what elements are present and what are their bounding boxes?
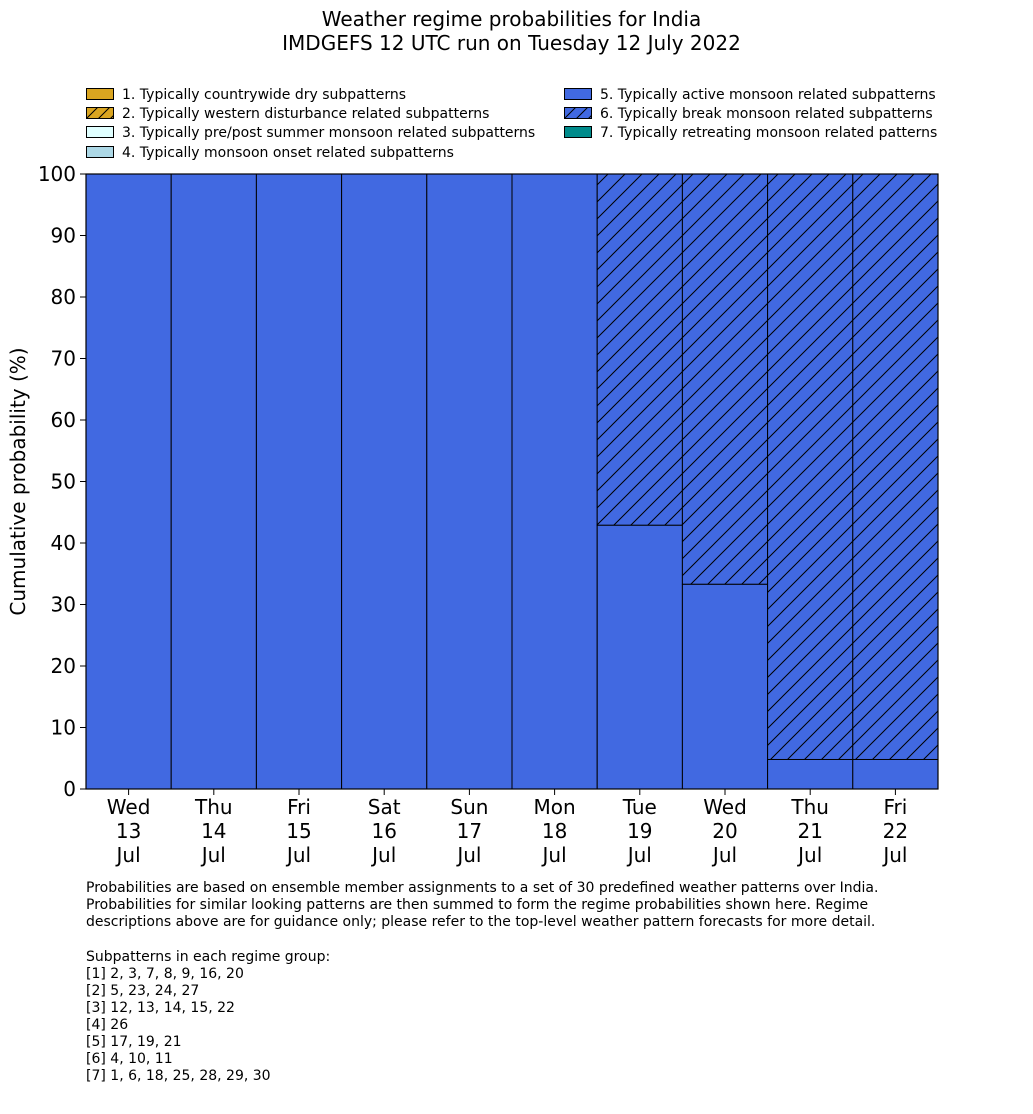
- y-tick-label-70: 70: [50, 346, 76, 371]
- legend-label-3: 3. Typically pre/post summer monsoon related subpatterns: [122, 125, 536, 141]
- x-tick-label-7-1: 20: [712, 819, 738, 843]
- bar-hatch-regime6-6: [597, 174, 682, 525]
- bar-hatch-regime6-7: [682, 174, 767, 584]
- y-tick-label-0: 0: [63, 777, 76, 801]
- x-tick-label-3-0: Sat: [367, 795, 401, 819]
- group-6: [6] 4, 10, 11: [86, 1051, 173, 1067]
- y-tick-label-30: 30: [50, 592, 76, 617]
- x-tick-label-4-0: Sun: [450, 795, 489, 819]
- x-tick-label-7-2: Jul: [712, 843, 738, 867]
- x-tick-label-9-2: Jul: [883, 843, 908, 867]
- group-4: [4] 26: [86, 1017, 129, 1033]
- x-tick-label-5-0: Mon: [533, 795, 576, 819]
- x-tick-label-5-2: Jul: [542, 843, 567, 867]
- footer-line-1: Probabilities are based on ensemble member assignments to a set of 30 predefined weather patterns over India.: [86, 880, 879, 896]
- x-tick-label-2-2: Jul: [286, 843, 312, 867]
- x-tick-label-4-1: 17: [456, 819, 483, 843]
- bar-regime5-5: [512, 174, 597, 789]
- bar-regime5-8: [768, 759, 853, 789]
- subpattern-groups: [86, 949, 330, 1085]
- chart-title: Weather regime probabilities for India: [321, 7, 702, 31]
- y-axis-label: Cumulative probability (%): [6, 347, 30, 616]
- footer-line-2: Probabilities for similar looking patterns are then summed to form the regime probabilities shown here. Regime: [86, 897, 869, 913]
- groups-title: Subpatterns in each regime group:: [86, 949, 331, 965]
- x-tick-label-0-1: 13: [115, 819, 142, 843]
- group-1: [1] 2, 3, 7, 8, 9, 16, 20: [86, 966, 244, 982]
- group-7: [7] 1, 6, 18, 25, 28, 29, 30: [86, 1068, 271, 1084]
- x-tick-label-8-2: Jul: [798, 843, 823, 867]
- bar-hatch-regime6-8: [768, 174, 853, 759]
- x-tick-label-3-1: 16: [371, 819, 397, 843]
- x-tick-label-6-0: Tue: [622, 795, 657, 819]
- bar-hatch-regime6-9: [853, 174, 938, 759]
- bar-regime5-4: [427, 174, 512, 789]
- x-tick-label-6-2: Jul: [627, 843, 652, 867]
- legend-label-1: 1. Typically countrywide dry subpatterns: [122, 87, 407, 103]
- x-tick-label-9-0: Fri: [883, 795, 908, 819]
- y-tick-label-40: 40: [50, 531, 76, 555]
- group-2: [2] 5, 23, 24, 27: [86, 983, 200, 999]
- footer-line-3: descriptions above are for guidance only; please refer to the top-level weather pattern forecasts for more detail.: [86, 914, 876, 930]
- x-tick-label-1-2: Jul: [201, 843, 226, 867]
- y-tick-label-50: 50: [50, 469, 76, 494]
- x-tick-label-0-2: Jul: [116, 843, 141, 867]
- x-tick-label-2-0: Fri: [287, 795, 311, 819]
- x-tick-label-8-1: 21: [797, 819, 823, 843]
- x-tick-label-3-2: Jul: [372, 843, 397, 867]
- bar-regime5-9: [853, 759, 938, 789]
- x-tick-label-5-1: 18: [541, 819, 568, 843]
- group-3: [3] 12, 13, 14, 15, 22: [86, 1000, 235, 1016]
- x-tick-label-2-1: 15: [286, 819, 312, 843]
- chart-subtitle: IMDGEFS 12 UTC run on Tuesday 12 July 2022: [282, 31, 741, 55]
- x-tick-label-0-0: Wed: [106, 795, 151, 819]
- bar-regime5-6: [597, 525, 682, 789]
- x-tick-label-1-0: Thu: [195, 795, 233, 819]
- bars-layer: [86, 174, 938, 789]
- x-tick-label-4-2: Jul: [457, 843, 482, 867]
- legend-label-7: 7. Typically retreating monsoon related patterns: [600, 125, 938, 141]
- bar-regime5-7: [682, 584, 767, 789]
- footer-note: [86, 880, 878, 931]
- y-tick-label-20: 20: [50, 654, 76, 678]
- x-tick-label-8-0: Thu: [791, 795, 829, 819]
- legend-label-6: 6. Typically break monsoon related subpatterns: [600, 106, 933, 122]
- x-tick-label-7-0: Wed: [703, 795, 747, 819]
- group-5: [5] 17, 19, 21: [86, 1034, 182, 1050]
- y-tick-label-60: 60: [50, 408, 76, 432]
- x-tick-label-6-1: 19: [627, 819, 653, 843]
- x-tick-label-1-1: 14: [201, 819, 227, 843]
- bar-regime5-2: [256, 174, 341, 789]
- bar-regime5-1: [171, 174, 256, 789]
- legend-label-2: 2. Typically western disturbance related subpatterns: [122, 106, 490, 122]
- y-tick-label-100: 100: [37, 162, 76, 186]
- legend-label-5: 5. Typically active monsoon related subpatterns: [600, 87, 936, 103]
- y-tick-label-80: 80: [50, 285, 76, 309]
- bar-regime5-0: [86, 174, 171, 789]
- y-tick-label-10: 10: [50, 715, 76, 740]
- bar-regime5-3: [342, 174, 427, 789]
- legend-label-4: 4. Typically monsoon onset related subpatterns: [122, 145, 454, 161]
- y-tick-label-90: 90: [50, 223, 76, 248]
- x-tick-label-9-1: 22: [882, 819, 909, 843]
